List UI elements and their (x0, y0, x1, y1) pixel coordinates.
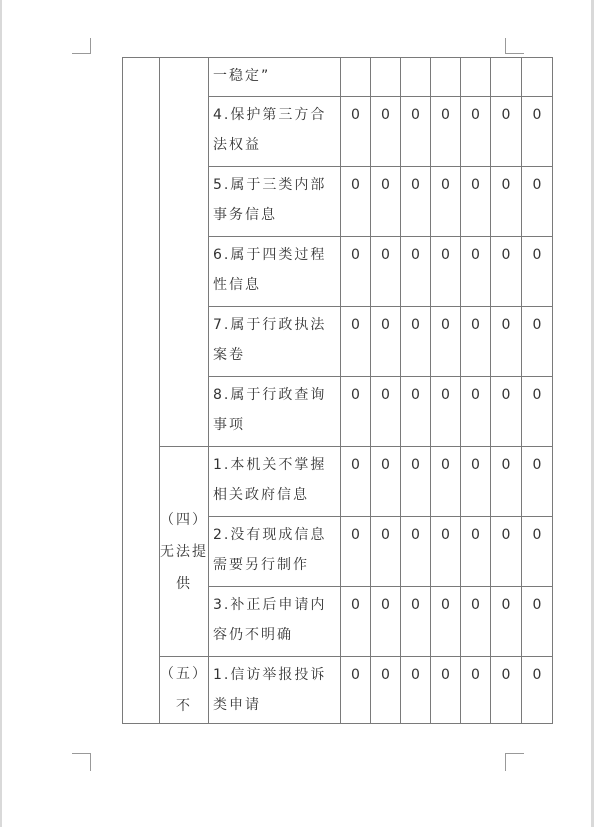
value-cell: 0 (341, 237, 371, 307)
table-row (123, 58, 553, 97)
value-cell: 0 (401, 167, 431, 237)
value-cell (431, 58, 461, 97)
value-cell: 0 (341, 587, 371, 657)
value-cell: 0 (431, 377, 461, 447)
value-cell: 0 (401, 587, 431, 657)
value-cell: 0 (431, 447, 461, 517)
category-cell: （五）不 (160, 657, 209, 724)
value-cell: 0 (461, 237, 491, 307)
value-cell (371, 58, 401, 97)
value-cell (522, 58, 553, 97)
crop-mark-bl-h (72, 753, 91, 754)
table-row (123, 657, 553, 724)
value-cell: 0 (491, 167, 522, 237)
value-cell: 0 (461, 517, 491, 587)
statistics-table (122, 57, 553, 724)
value-cell: 0 (522, 167, 553, 237)
value-cell: 0 (371, 307, 401, 377)
item-label: 5.属于三类内部事务信息 (209, 167, 341, 237)
value-cell: 0 (491, 517, 522, 587)
value-cell: 0 (431, 97, 461, 167)
item-label: 1.本机关不掌握相关政府信息 (209, 447, 341, 517)
value-cell: 0 (431, 657, 461, 724)
crop-mark-br-v (505, 753, 506, 771)
value-cell: 0 (522, 517, 553, 587)
item-label: 一稳定” (209, 58, 341, 97)
value-cell: 0 (341, 657, 371, 724)
value-cell: 0 (522, 447, 553, 517)
value-cell: 0 (401, 517, 431, 587)
value-cell: 0 (522, 657, 553, 724)
value-cell: 0 (401, 97, 431, 167)
value-cell: 0 (371, 517, 401, 587)
item-label: 1.信访举报投诉类申请 (209, 657, 341, 724)
value-cell: 0 (341, 377, 371, 447)
value-cell: 0 (461, 657, 491, 724)
value-cell: 0 (491, 97, 522, 167)
crop-mark-tr-v (505, 38, 506, 54)
value-cell: 0 (491, 587, 522, 657)
value-cell: 0 (522, 237, 553, 307)
value-cell: 0 (491, 237, 522, 307)
value-cell: 0 (461, 587, 491, 657)
value-cell: 0 (461, 377, 491, 447)
value-cell: 0 (491, 447, 522, 517)
crop-mark-tl-v (90, 38, 91, 54)
value-cell: 0 (522, 307, 553, 377)
value-cell: 0 (371, 587, 401, 657)
value-cell (341, 58, 371, 97)
value-cell: 0 (401, 237, 431, 307)
value-cell: 0 (431, 167, 461, 237)
item-label: 8.属于行政查询事项 (209, 377, 341, 447)
value-cell: 0 (371, 447, 401, 517)
outer-category-cell (123, 58, 160, 724)
item-label: 2.没有现成信息需要另行制作 (209, 517, 341, 587)
value-cell: 0 (401, 377, 431, 447)
value-cell: 0 (491, 377, 522, 447)
value-cell: 0 (341, 167, 371, 237)
crop-mark-br-h (505, 753, 524, 754)
value-cell (461, 58, 491, 97)
value-cell: 0 (522, 587, 553, 657)
crop-mark-tr-h (505, 53, 524, 54)
value-cell (491, 58, 522, 97)
value-cell: 0 (431, 517, 461, 587)
category-cell: （四）无法提供 (160, 447, 209, 657)
value-cell: 0 (401, 307, 431, 377)
crop-mark-tl-h (72, 53, 91, 54)
value-cell (401, 58, 431, 97)
value-cell: 0 (401, 657, 431, 724)
value-cell: 0 (461, 167, 491, 237)
value-cell: 0 (522, 97, 553, 167)
value-cell: 0 (371, 377, 401, 447)
category-cell (160, 58, 209, 447)
page-edge-left (0, 0, 2, 827)
value-cell: 0 (371, 237, 401, 307)
item-label: 4.保护第三方合法权益 (209, 97, 341, 167)
value-cell: 0 (431, 237, 461, 307)
item-label: 6.属于四类过程性信息 (209, 237, 341, 307)
value-cell: 0 (401, 447, 431, 517)
value-cell: 0 (491, 307, 522, 377)
item-label: 7.属于行政执法案卷 (209, 307, 341, 377)
value-cell: 0 (341, 307, 371, 377)
value-cell: 0 (341, 517, 371, 587)
crop-mark-bl-v (90, 753, 91, 771)
item-label: 3.补正后申请内容仍不明确 (209, 587, 341, 657)
value-cell: 0 (522, 377, 553, 447)
value-cell: 0 (461, 307, 491, 377)
value-cell: 0 (371, 97, 401, 167)
value-cell: 0 (341, 447, 371, 517)
value-cell: 0 (431, 587, 461, 657)
value-cell: 0 (371, 657, 401, 724)
value-cell: 0 (431, 307, 461, 377)
value-cell: 0 (341, 97, 371, 167)
value-cell: 0 (371, 167, 401, 237)
value-cell: 0 (461, 97, 491, 167)
value-cell: 0 (461, 447, 491, 517)
value-cell: 0 (491, 657, 522, 724)
table-row (123, 447, 553, 517)
